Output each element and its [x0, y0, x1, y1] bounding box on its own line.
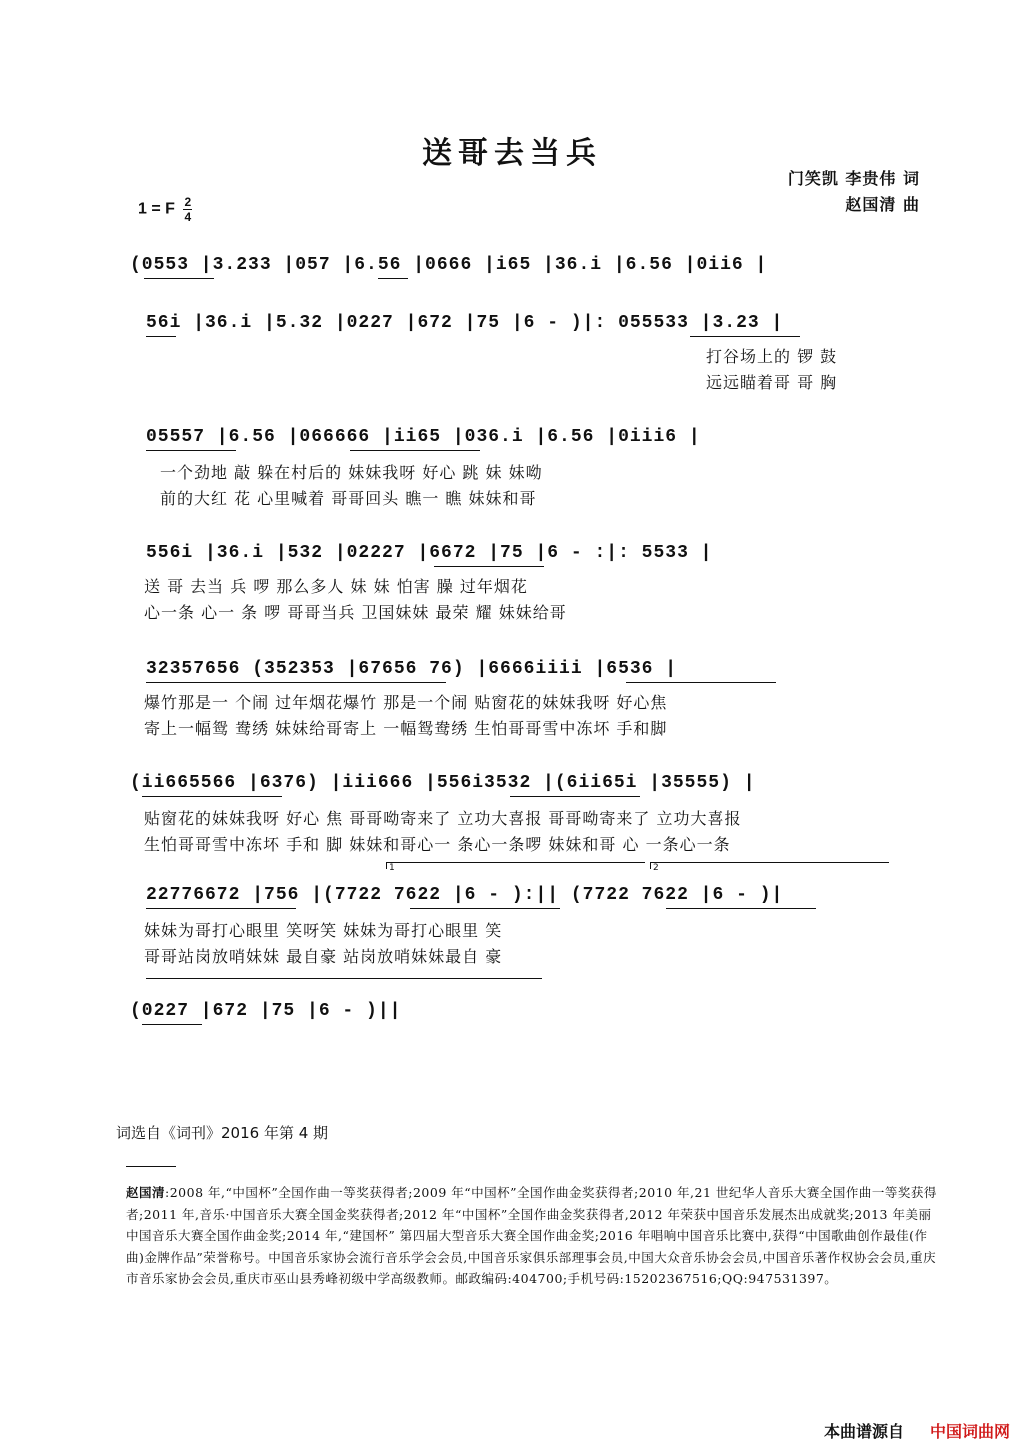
beam	[144, 278, 214, 279]
staff-4-lyric-2: 心一条 心一 条 啰 哥哥当兵 卫国妹妹 最荣 耀 妹妹给哥	[144, 603, 567, 622]
volta-1-label: 1	[389, 863, 395, 873]
composer-credit: 赵国清 曲	[845, 195, 920, 214]
staff-5-lyric-2: 寄上一幅鸳 鸯绣 妹妹给哥寄上 一幅鸳鸯绣 生怕哥哥雪中冻坏 手和脚	[144, 719, 668, 738]
beam	[410, 908, 560, 909]
staff-7-lyric-1: 妹妹为哥打心眼里 笑呀笑 妹妹为哥打心眼里 笑	[144, 921, 503, 940]
volta-1-bracket	[386, 862, 645, 873]
lyrics-source: 词选自《词刊》2016 年第 4 期	[116, 1124, 329, 1142]
key-label: 1 = F	[138, 200, 175, 218]
volta-2-label: 2	[653, 863, 659, 873]
staff-6-notes: (ii665566 |6376) |iii666 |556i3532 |(6ii65i |35555) |	[130, 773, 756, 793]
staff-5	[146, 652, 906, 692]
staff-6	[130, 766, 906, 806]
staff-7	[146, 878, 906, 918]
beam	[434, 566, 544, 567]
song-title: 送哥去当兵	[422, 136, 602, 171]
beam	[146, 682, 446, 683]
beam	[666, 908, 816, 909]
time-sig-bottom: 4	[184, 210, 192, 224]
staff-6-lyric-1: 贴窗花的妹妹我呀 好心 焦 哥哥呦寄来了 立功大喜报 哥哥呦寄来了 立功大喜报	[144, 809, 742, 828]
beam	[350, 450, 480, 451]
staff-2-lyric-2: 远远瞄着哥 哥 胸	[706, 373, 838, 392]
staff-6-lyric-2: 生怕哥哥雪中冻坏 手和 脚 妹妹和哥心一 条心一条啰 妹妹和哥 心 一条心一条	[144, 835, 731, 854]
staff-8-notes: (0227 |672 |75 |6 - )||	[130, 1001, 402, 1021]
bio-text: :2008 年,“中国杯”全国作曲一等奖获得者;2009 年“中国杯”全国作曲金奖获得者;2010 年,21 世纪华人音乐大赛全国作曲一等奖获得者;2011 年,音乐·中国音乐大赛全国金奖获得者;2012 年“中国杯”全国作曲金奖获得者,2012 年荣获中国音乐发展杰出成就奖;2013 年美丽中国音乐大赛全国作曲金奖;2014 年,“建国杯” 第四届大型音乐大赛全国作曲金奖;2016 年唱响中国音乐比赛中,获得“中国歌曲创作最佳(作曲)金牌作品”荣誉称号。中国音乐家协会流行音乐学会会员,中国音乐家俱乐部理事会员,中国大众音乐协会会员,中国音乐著作权协会会员,重庆市音乐家协会会员,重庆市巫山县秀峰初级中学高级教师。邮政编码:404700;手机号码:15202367516;QQ:947531397。	[126, 1185, 937, 1286]
staff-2-notes: 56i |36.i |5.32 |0227 |672 |75 |6 - )|: 055533 |3.23 |	[146, 313, 784, 333]
staff-7-notes: 22776672 |756 |(7722 7622 |6 - ):|| (7722 7622 |6 - )|	[146, 885, 784, 905]
staff-5-notes: 32357656 (352353 |67656 76) |6666iiii |6536 |	[146, 659, 678, 679]
time-signature	[183, 196, 192, 223]
beam	[690, 336, 800, 337]
beam	[146, 908, 296, 909]
beam	[146, 336, 176, 337]
beam	[142, 1024, 202, 1025]
staff-3-notes: 05557 |6.56 |066666 |ii65 |036.i |6.56 |0iii6 |	[146, 427, 701, 447]
volta-2-bracket	[650, 862, 889, 873]
staff-3	[146, 420, 906, 460]
staff-2-lyric-1: 打谷场上的 锣 鼓	[706, 347, 838, 366]
lyricist-credit: 门笑凯 李贵伟 词	[787, 169, 920, 188]
beam	[146, 450, 236, 451]
watermark-site[interactable]: 中国词曲网	[929, 1422, 1010, 1441]
beam	[142, 796, 282, 797]
bio-name: 赵国清	[126, 1185, 166, 1200]
staff-4	[146, 536, 906, 576]
watermark-source: 本曲谱源自	[823, 1422, 904, 1441]
key-signature	[138, 196, 192, 223]
beam	[510, 796, 640, 797]
staff-1	[130, 248, 910, 288]
beam	[626, 682, 776, 683]
staff-3-lyric-2: 前的大红 花 心里喊着 哥哥回头 瞧一 瞧 妹妹和哥	[160, 489, 537, 508]
time-sig-top: 2	[184, 195, 192, 209]
staff-5-lyric-1: 爆竹那是一 个闹 过年烟花爆竹 那是一个闹 贴窗花的妹妹我呀 好心焦	[144, 693, 668, 712]
composer-bio	[126, 1182, 938, 1290]
staff-2	[146, 306, 906, 346]
beam	[378, 278, 408, 279]
staff-4-lyric-1: 送 哥 去当 兵 啰 那么多人 妹 妹 怕害 臊 过年烟花	[144, 577, 528, 596]
staff-1-notes: (0553 |3.233 |057 |6.56 |0666 |i65 |36.i |6.56 |0ii6 |	[130, 255, 768, 275]
staff-4-notes: 556i |36.i |532 |02227 |6672 |75 |6 - :|: 5533 |	[146, 543, 713, 563]
bio-divider	[126, 1166, 176, 1167]
staff-7-lyric-2: 哥哥站岗放哨妹妹 最自豪 站岗放哨妹妹最自 豪	[144, 947, 503, 966]
staff-8	[130, 994, 550, 1034]
staff-3-lyric-1: 一个劲地 敲 躲在村后的 妹妹我呀 好心 跳 妹 妹呦	[160, 463, 543, 482]
coda-bracket	[146, 978, 542, 979]
